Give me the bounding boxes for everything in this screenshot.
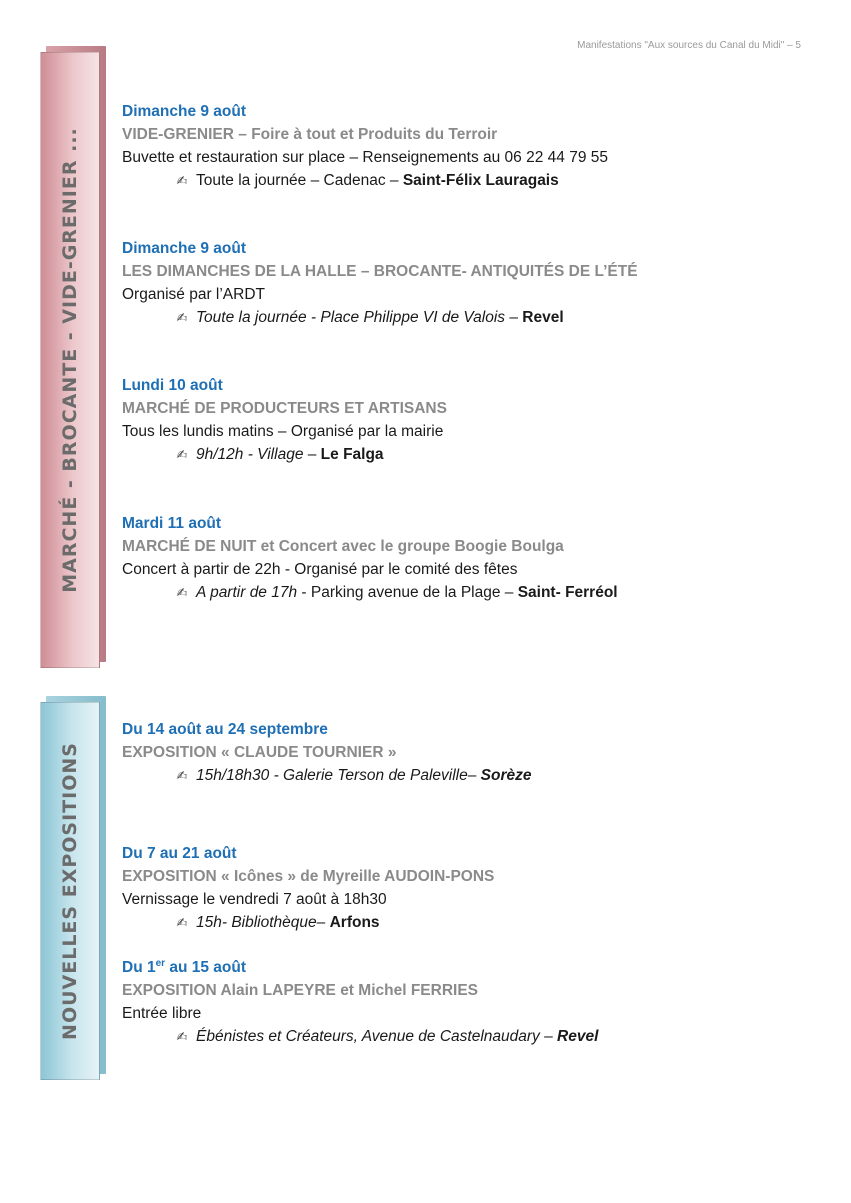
hand-pointer-icon: ✍	[176, 447, 188, 462]
event-item	[122, 956, 822, 1048]
event-date: Dimanche 9 août	[122, 103, 247, 120]
event-place: Saint- Ferréol	[517, 584, 618, 601]
hand-pointer-icon: ✍	[176, 310, 188, 325]
event-place: Sorèze	[480, 767, 532, 784]
event-info: ✍ A partir de 17h - Parking avenue de la Plage – Saint- Ferréol	[122, 581, 822, 604]
event-item	[122, 718, 822, 787]
event-description: Entrée libre	[122, 1005, 202, 1022]
hand-pointer-icon: ✍	[176, 915, 188, 930]
event-date: Du 14 août au 24 septembre	[122, 721, 328, 738]
event-item	[122, 842, 822, 934]
event-description: Concert à partir de 22h - Organisé par le comité des fêtes	[122, 561, 518, 578]
section-label-market: MARCHÉ - BROCANTE - VIDE-GRENIER ...	[59, 127, 81, 593]
event-title: EXPOSITION « Icônes » de Myreille AUDOIN-PONS	[122, 868, 495, 885]
event-info: ✍ 9h/12h - Village – Le Falga	[122, 443, 822, 466]
section-label-expositions: NOUVELLES EXPOSITIONS	[59, 742, 81, 1040]
event-description: Organisé par l’ARDT	[122, 286, 265, 303]
event-date: Dimanche 9 août	[122, 240, 247, 257]
event-place: Revel	[557, 1028, 599, 1045]
event-description: Buvette et restauration sur place – Renseignements au 06 22 44 79 55	[122, 149, 608, 166]
event-place: Le Falga	[320, 446, 384, 463]
hand-pointer-icon: ✍	[176, 1029, 188, 1044]
event-info: ✍ Ébénistes et Créateurs, Avenue de Castelnaudary – Revel	[122, 1025, 822, 1048]
event-info: ✍ 15h/18h30 - Galerie Terson de Paleville– Sorèze	[122, 764, 822, 787]
event-date: Du 7 au 21 août	[122, 845, 237, 862]
section-band-expositions	[40, 696, 100, 1080]
hand-pointer-icon: ✍	[176, 768, 188, 783]
event-date: Du 1er au 15 août	[122, 957, 247, 976]
event-title: EXPOSITION Alain LAPEYRE et Michel FERRIES	[122, 982, 478, 999]
hand-pointer-icon: ✍	[176, 585, 188, 600]
event-date: Lundi 10 août	[122, 377, 223, 394]
event-description: Tous les lundis matins – Organisé par la mairie	[122, 423, 444, 440]
event-info: ✍ Toute la journée – Cadenac – Saint-Félix Lauragais	[122, 169, 822, 192]
event-info: ✍ Toute la journée - Place Philippe VI de Valois – Revel	[122, 306, 822, 329]
event-title: VIDE-GRENIER – Foire à tout et Produits du Terroir	[122, 126, 498, 143]
event-title: LES DIMANCHES DE LA HALLE – BROCANTE- ANTIQUITÉS DE L’ÉTÉ	[122, 263, 638, 280]
event-date: Mardi 11 août	[122, 515, 222, 532]
event-item	[122, 237, 822, 329]
event-place: Saint-Félix Lauragais	[402, 172, 559, 189]
section-band-market	[40, 46, 100, 668]
event-title: MARCHÉ DE NUIT et Concert avec le groupe Boogie Boulga	[122, 538, 564, 555]
event-description: Vernissage le vendredi 7 août à 18h30	[122, 891, 387, 908]
running-header: Manifestations "Aux sources du Canal du Midi" – 5	[577, 40, 801, 51]
event-item	[122, 100, 822, 192]
event-info: ✍ 15h- Bibliothèque– Arfons	[122, 911, 822, 934]
hand-pointer-icon: ✍	[176, 173, 188, 188]
event-title: EXPOSITION « CLAUDE TOURNIER »	[122, 744, 397, 761]
event-title: MARCHÉ DE PRODUCTEURS ET ARTISANS	[122, 400, 447, 417]
event-item	[122, 374, 822, 466]
event-place: Revel	[522, 309, 564, 326]
event-place: Arfons	[329, 914, 380, 931]
event-item	[122, 512, 822, 604]
